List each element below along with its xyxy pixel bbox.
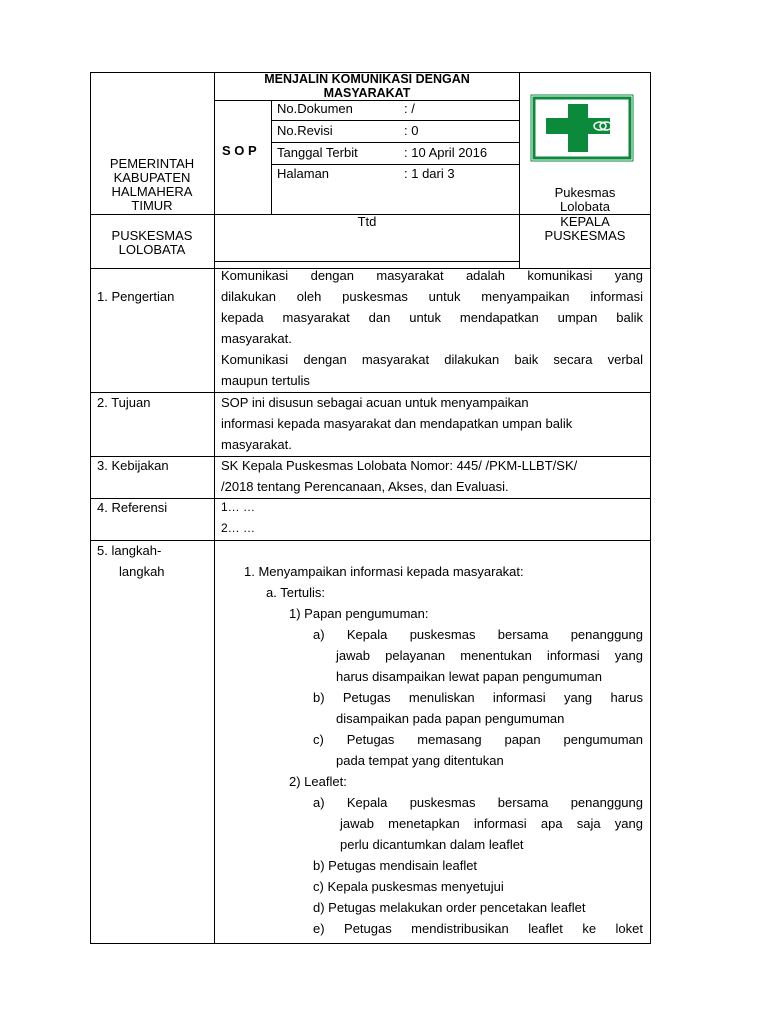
step-item: 2) Leaflet: bbox=[289, 774, 347, 789]
body-line: masyarakat. bbox=[221, 331, 292, 346]
doc-info-value: : 10 April 2016 bbox=[404, 145, 488, 160]
doc-info-value: : 0 bbox=[404, 123, 419, 138]
section-label-kebijakan: 3. Kebijakan bbox=[97, 458, 169, 473]
section-label-langkah: 5. langkah- bbox=[97, 543, 162, 558]
step-item: a. Tertulis: bbox=[266, 585, 326, 600]
step-item: disampaikan pada papan pengumuman bbox=[336, 711, 565, 726]
title-line: MENJALIN KOMUNIKASI DENGAN bbox=[264, 72, 470, 86]
step-item: a) Kepala puskesmas bersama penanggung bbox=[313, 627, 643, 642]
body-line: SOP ini disusun sebagai acuan untuk menyampaikan bbox=[221, 395, 529, 410]
doc-info-label: Tanggal Terbit bbox=[277, 145, 358, 160]
section-label-pengertian: 1. Pengertian bbox=[97, 289, 175, 304]
signature-ttd: Ttd bbox=[357, 214, 377, 229]
section-label-langkah: langkah bbox=[119, 564, 165, 579]
org-line: PEMERINTAH bbox=[109, 156, 195, 171]
title-line: MASYARAKAT bbox=[323, 86, 411, 100]
doc-info-label: Halaman bbox=[277, 166, 330, 181]
step-item: harus disampaikan lewat papan pengumuman bbox=[336, 669, 602, 684]
step-item: pada tempat yang ditentukan bbox=[336, 753, 504, 768]
step-item: jawab pelayanan menentukan informasi yang bbox=[336, 648, 643, 663]
unit-name: PUSKESMAS bbox=[111, 228, 193, 243]
doc-info-value: : / bbox=[404, 101, 415, 116]
logo-caption: Lolobata bbox=[560, 199, 610, 214]
body-line: masyarakat. bbox=[221, 437, 292, 452]
unit-name: LOLOBATA bbox=[118, 242, 186, 257]
org-line: HALMAHERA bbox=[111, 184, 193, 199]
puskesmas-logo-icon bbox=[530, 94, 634, 162]
step-item: b) Petugas menuliskan informasi yang harus bbox=[313, 690, 643, 705]
section-label-tujuan: 2. Tujuan bbox=[97, 395, 151, 410]
step-item: e) Petugas mendistribusikan leaflet ke loket bbox=[313, 921, 643, 936]
step-item: d) Petugas melakukan order pencetakan leaflet bbox=[313, 900, 586, 915]
step-item: perlu dicantumkan dalam leaflet bbox=[340, 837, 524, 852]
body-line: 1… … bbox=[221, 500, 256, 514]
org-line: TIMUR bbox=[131, 198, 173, 213]
body-line: Komunikasi dengan masyarakat dilakukan baik secara verbal bbox=[221, 352, 643, 367]
body-line: informasi kepada masyarakat dan mendapatkan umpan balik bbox=[221, 416, 573, 431]
step-item: b) Petugas mendisain leaflet bbox=[313, 858, 478, 873]
doc-info-label: No.Dokumen bbox=[277, 101, 353, 116]
doc-info-value: : 1 dari 3 bbox=[404, 166, 455, 181]
sop-label: S O P bbox=[222, 143, 257, 158]
body-line: dilakukan oleh puskesmas untuk menyampaikan informasi bbox=[221, 289, 643, 304]
step-item: 1) Papan pengumuman: bbox=[289, 606, 429, 621]
signer-title: PUSKESMAS bbox=[544, 228, 626, 243]
step-item: a) Kepala puskesmas bersama penanggung bbox=[313, 795, 643, 810]
body-line: Komunikasi dengan masyarakat adalah komunikasi yang bbox=[221, 268, 643, 283]
org-line: KABUPATEN bbox=[113, 170, 191, 185]
step-item: 1. Menyampaikan informasi kepada masyarakat: bbox=[244, 564, 524, 579]
signer-title: KEPALA bbox=[560, 214, 610, 229]
step-item: c) Petugas memasang papan pengumuman bbox=[313, 732, 643, 747]
body-line: kepada masyarakat dan untuk mendapatkan umpan balik bbox=[221, 310, 643, 325]
logo-caption: Pukesmas bbox=[554, 185, 616, 200]
body-line: maupun tertulis bbox=[221, 373, 310, 388]
doc-info-label: No.Revisi bbox=[277, 123, 333, 138]
body-line: 2… … bbox=[221, 521, 256, 535]
step-item: jawab menetapkan informasi apa saja yang bbox=[340, 816, 643, 831]
step-item: c) Kepala puskesmas menyetujui bbox=[313, 879, 504, 894]
body-line: /2018 tentang Perencanaan, Akses, dan Evaluasi. bbox=[221, 479, 509, 494]
section-label-referensi: 4. Referensi bbox=[97, 500, 168, 515]
body-line: SK Kepala Puskesmas Lolobata Nomor: 445/ /PKM-LLBT/SK/ bbox=[221, 458, 578, 473]
